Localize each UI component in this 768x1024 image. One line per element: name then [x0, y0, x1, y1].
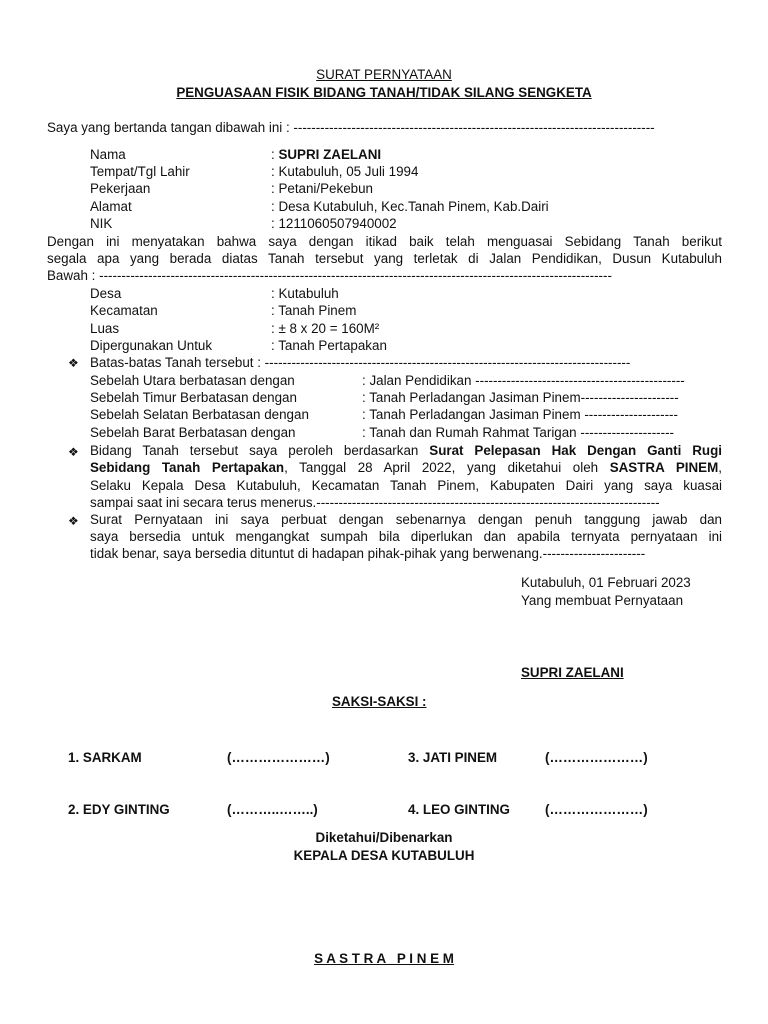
job-label: Pekerjaan	[90, 181, 151, 196]
witness-3-name: 3. JATI PINEM	[408, 750, 498, 765]
origin-line-2	[90, 460, 722, 475]
statement-line-1: Dengan ini menyatakan bahwa saya dengan itikad baik telah menguasai Sebidang Tanah berikut	[47, 234, 722, 249]
origin-line-4: sampai saat ini secara terus menerus.-----------------------------------------------------------------------------	[90, 495, 660, 510]
address-label: Alamat	[90, 199, 132, 214]
intro-line: Saya yang bertanda tangan dibawah ini : ---------------------------------------------------------------------------------	[47, 120, 655, 135]
maker-label: Yang membuat Pernyataan	[521, 593, 684, 608]
village-label: Desa	[90, 286, 122, 301]
east-label: Sebelah Timur Berbatasan dengan	[90, 390, 297, 405]
origin-official: SASTRA PINEM	[609, 460, 719, 475]
approval-head-name: S A S T R A P I N E M	[314, 951, 454, 966]
south-value: : Tanah Perladangan Jasiman Pinem ---------------------	[362, 407, 678, 422]
nik-label: NIK	[90, 216, 113, 231]
name-value: SUPRI ZAELANI	[278, 147, 382, 162]
west-value: : Tanah dan Rumah Rahmat Tarigan ---------------------	[362, 425, 674, 440]
document-title: SURAT PERNYATAAN	[316, 67, 452, 82]
birth-label: Tempat/Tgl Lahir	[90, 164, 190, 179]
nik-value: : 1211060507940002	[271, 216, 397, 231]
bullet-diamond-icon: ❖	[68, 445, 79, 459]
origin-document-cont: Sebidang Tanah Pertapakan	[90, 460, 285, 475]
south-label: Sebelah Selatan Berbatasan dengan	[90, 407, 309, 422]
statement-line-3: Bawah : -------------------------------------------------------------------------------------------------------------------	[47, 268, 612, 283]
witness-4-signature: (…………………)	[545, 802, 648, 817]
north-label: Sebelah Utara berbatasan dengan	[90, 373, 295, 388]
witness-2-signature: (………..……..)	[227, 802, 318, 817]
oath-line-3: tidak benar, saya bersedia dituntut di hadapan pihak-pihak yang berwenang.-----------------------	[90, 546, 646, 561]
place-date: Kutabuluh, 01 Februari 2023	[521, 575, 691, 590]
document-subtitle: PENGUASAAN FISIK BIDANG TANAH/TIDAK SILANG SENGKETA	[176, 85, 592, 100]
oath-line-1: Surat Pernyataan ini saya perbuat dengan sebenarnya dengan penuh tanggung jawab dan	[90, 512, 722, 527]
witness-4-name: 4. LEO GINTING	[408, 802, 510, 817]
origin-document: Surat Pelepasan Hak Dengan Ganti Rugi	[429, 443, 722, 458]
witness-2-name: 2. EDY GINTING	[68, 802, 170, 817]
name-label: Nama	[90, 147, 126, 162]
statement-line-2: segala apa yang berada diatas Tanah tersebut yang terletak di Jalan Pendidikan, Dusun Kutabuluh	[47, 251, 722, 266]
district-label: Kecamatan	[90, 303, 158, 318]
origin-text: Bidang Tanah tersebut saya peroleh berdasarkan	[90, 443, 430, 458]
east-value: : Tanah Perladangan Jasiman Pinem----------------------	[362, 390, 679, 405]
signer-name: SUPRI ZAELANI	[521, 665, 624, 680]
origin-comma: ,	[718, 460, 723, 475]
village-value: : Kutabuluh	[271, 286, 339, 301]
witness-1-signature: (…………………)	[227, 750, 330, 765]
origin-line-3: Selaku Kepala Desa Kutabuluh, Kecamatan Tanah Pinem, Kabupaten Dairi yang saya kuasai	[90, 478, 722, 493]
area-label: Luas	[90, 321, 120, 336]
borders-heading: Batas-batas Tanah tersebut : ----------------------------------------------------------------------------------	[90, 355, 631, 370]
witnesses-heading: SAKSI-SAKSI :	[332, 694, 427, 709]
use-label: Dipergunakan Untuk	[90, 338, 213, 353]
west-label: Sebelah Barat Berbatasan dengan	[90, 425, 296, 440]
area-value: : ± 8 x 20 = 160M²	[271, 321, 380, 336]
witness-3-signature: (…………………)	[545, 750, 648, 765]
district-value: : Tanah Pinem	[271, 303, 357, 318]
witness-1-name: 1. SARKAM	[68, 750, 142, 765]
oath-line-2: saya bersedia untuk mengangkat sumpah bila diperlukan dan apabila ternyata pernyataan ini	[90, 529, 722, 544]
approval-known: Diketahui/Dibenarkan	[315, 830, 453, 845]
job-value: : Petani/Pekebun	[271, 181, 373, 196]
approval-head-title: KEPALA DESA KUTABULUH	[293, 848, 475, 863]
bullet-diamond-icon: ❖	[68, 356, 79, 370]
use-value: : Tanah Pertapakan	[271, 338, 387, 353]
address-value: : Desa Kutabuluh, Kec.Tanah Pinem, Kab.Dairi	[271, 199, 549, 214]
north-value: : Jalan Pendidikan -----------------------------------------------	[362, 373, 685, 388]
name-colon: : SUPRI ZAELANI	[271, 147, 382, 162]
origin-date: , Tanggal 28 April 2022, yang diketahui oleh	[284, 460, 610, 475]
origin-line-1	[90, 443, 722, 458]
bullet-diamond-icon: ❖	[68, 514, 79, 528]
birth-value: : Kutabuluh, 05 Juli 1994	[271, 164, 419, 179]
